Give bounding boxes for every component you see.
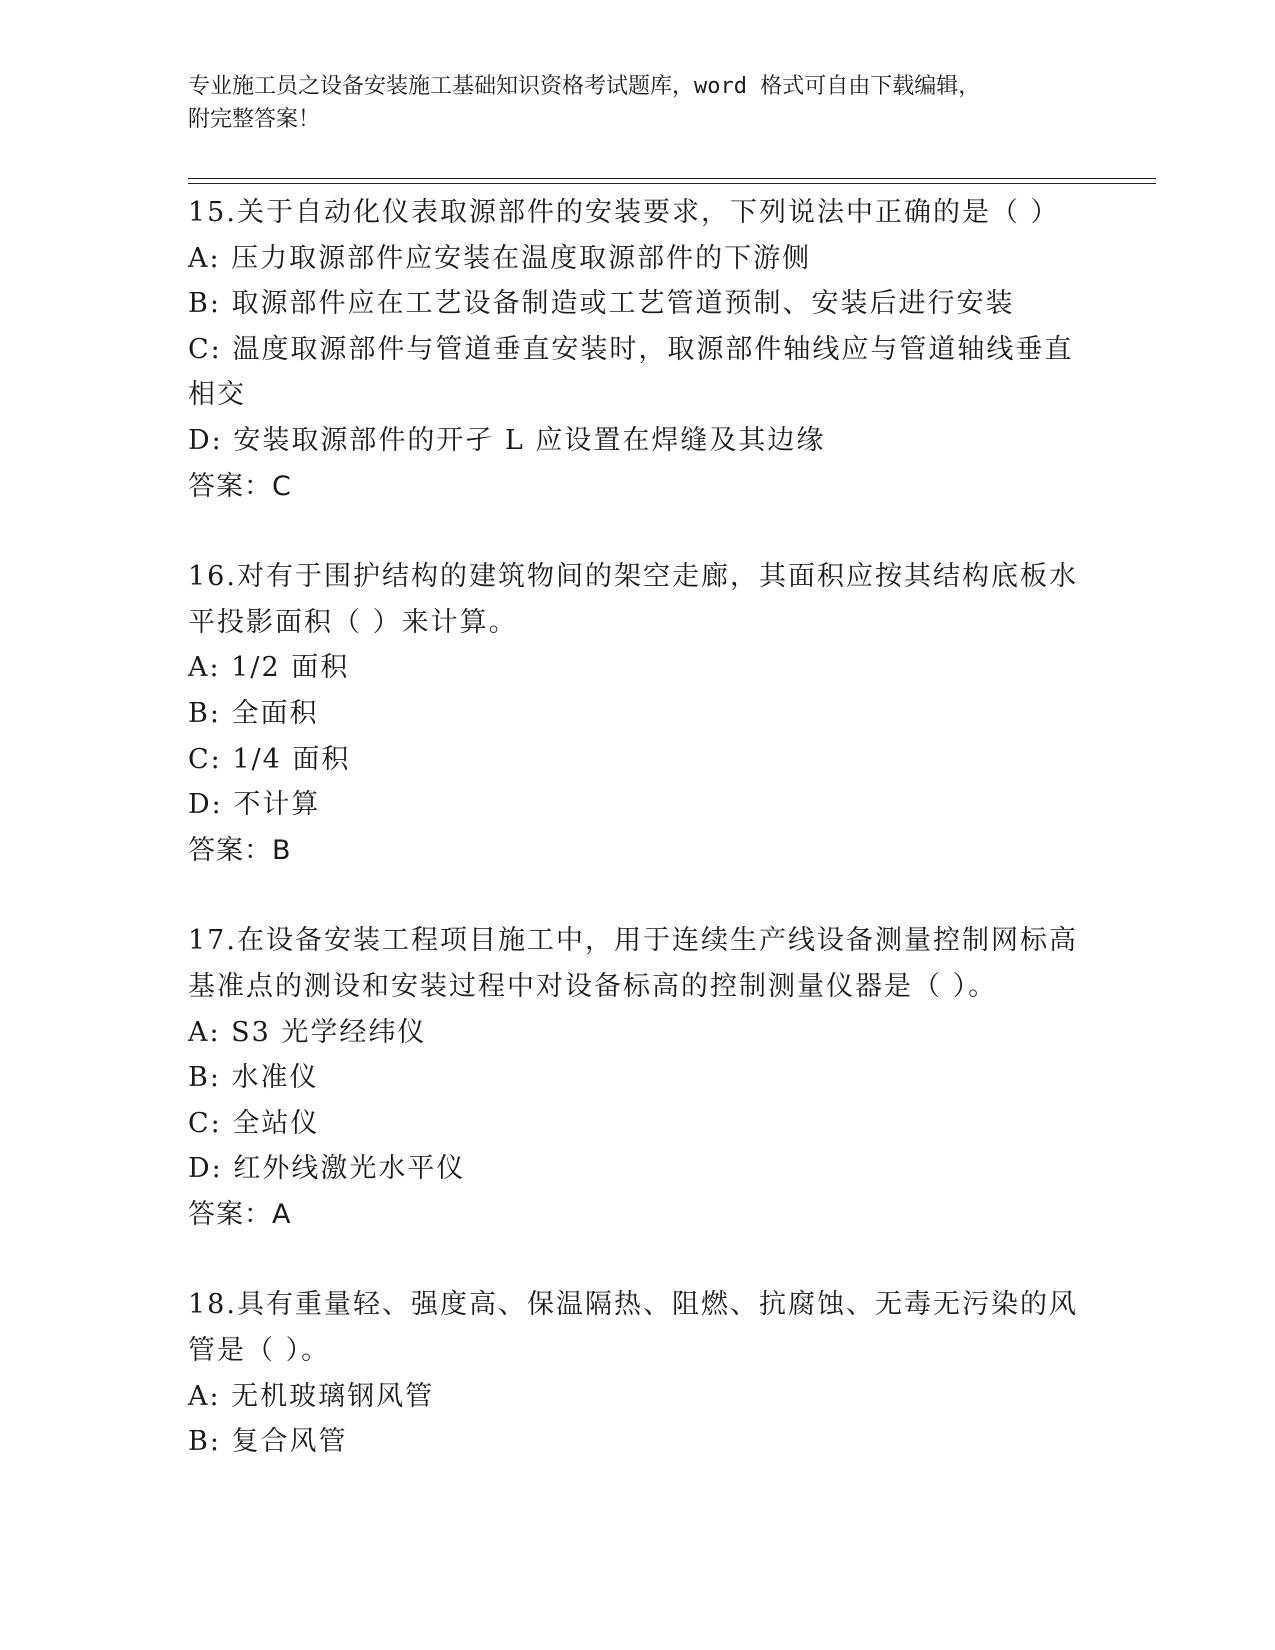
header-divider-bottom <box>188 183 1156 184</box>
option-c: C: 温度取源部件与管道垂直安装时，取源部件轴线应与管道轴线垂直相交 <box>188 333 1074 411</box>
header-line-2: 附完整答案！ <box>188 107 321 132</box>
question-stem: 16.对有于围护结构的建筑物间的架空走廊，其面积应按其结构底板水平投影面积（ ）来计算。 <box>188 561 1078 638</box>
option-d: D: 安装取源部件的开孑 L 应设置在焊缝及其边缘 <box>188 424 826 456</box>
answer: 答案：B <box>188 834 292 866</box>
option-b: B: 取源部件应在工艺设备制造或工艺管道预制、安装后进行安装 <box>188 288 1015 320</box>
answer: 答案：A <box>188 1198 292 1230</box>
answer: 答案：C <box>188 470 292 502</box>
question-17 <box>188 918 1088 1237</box>
question-15 <box>188 190 1088 509</box>
header-line-1: 专业施工员之设备安装施工基础知识资格考试题库，word 格式可自由下载编辑， <box>188 74 981 99</box>
question-stem: 15.关于自动化仪表取源部件的安装要求，下列说法中正确的是（ ） <box>188 197 1060 228</box>
option-d: D: 红外线激光水平仪 <box>188 1153 466 1185</box>
option-a: A: S3 光学经纬仪 <box>188 1016 427 1048</box>
option-a: A: 1/2 面积 <box>188 652 350 684</box>
question-16 <box>188 554 1088 873</box>
question-18 <box>188 1282 1088 1464</box>
document-header <box>188 70 1088 136</box>
option-c: C: 1/4 面积 <box>188 743 351 775</box>
option-b: B: 全面积 <box>188 697 319 729</box>
option-c: C: 全站仪 <box>188 1107 320 1139</box>
option-a: A: 无机玻璃钢风管 <box>188 1380 435 1412</box>
option-b: B: 水准仪 <box>188 1062 319 1094</box>
option-d: D: 不计算 <box>188 789 321 821</box>
question-stem: 17.在设备安装工程项目施工中，用于连续生产线设备测量控制网标高基准点的测设和安装过程中对设备标高的控制测量仪器是（ ）。 <box>188 925 1078 1002</box>
option-a: A: 压力取源部件应安装在温度取源部件的下游侧 <box>188 242 812 274</box>
question-stem: 18.具有重量轻、强度高、保温隔热、阻燃、抗腐蚀、无毒无污染的风管是（ ）。 <box>188 1289 1078 1367</box>
option-b: B: 复合风管 <box>188 1426 348 1458</box>
question-list <box>188 190 1088 1510</box>
header-divider-top <box>188 178 1156 179</box>
